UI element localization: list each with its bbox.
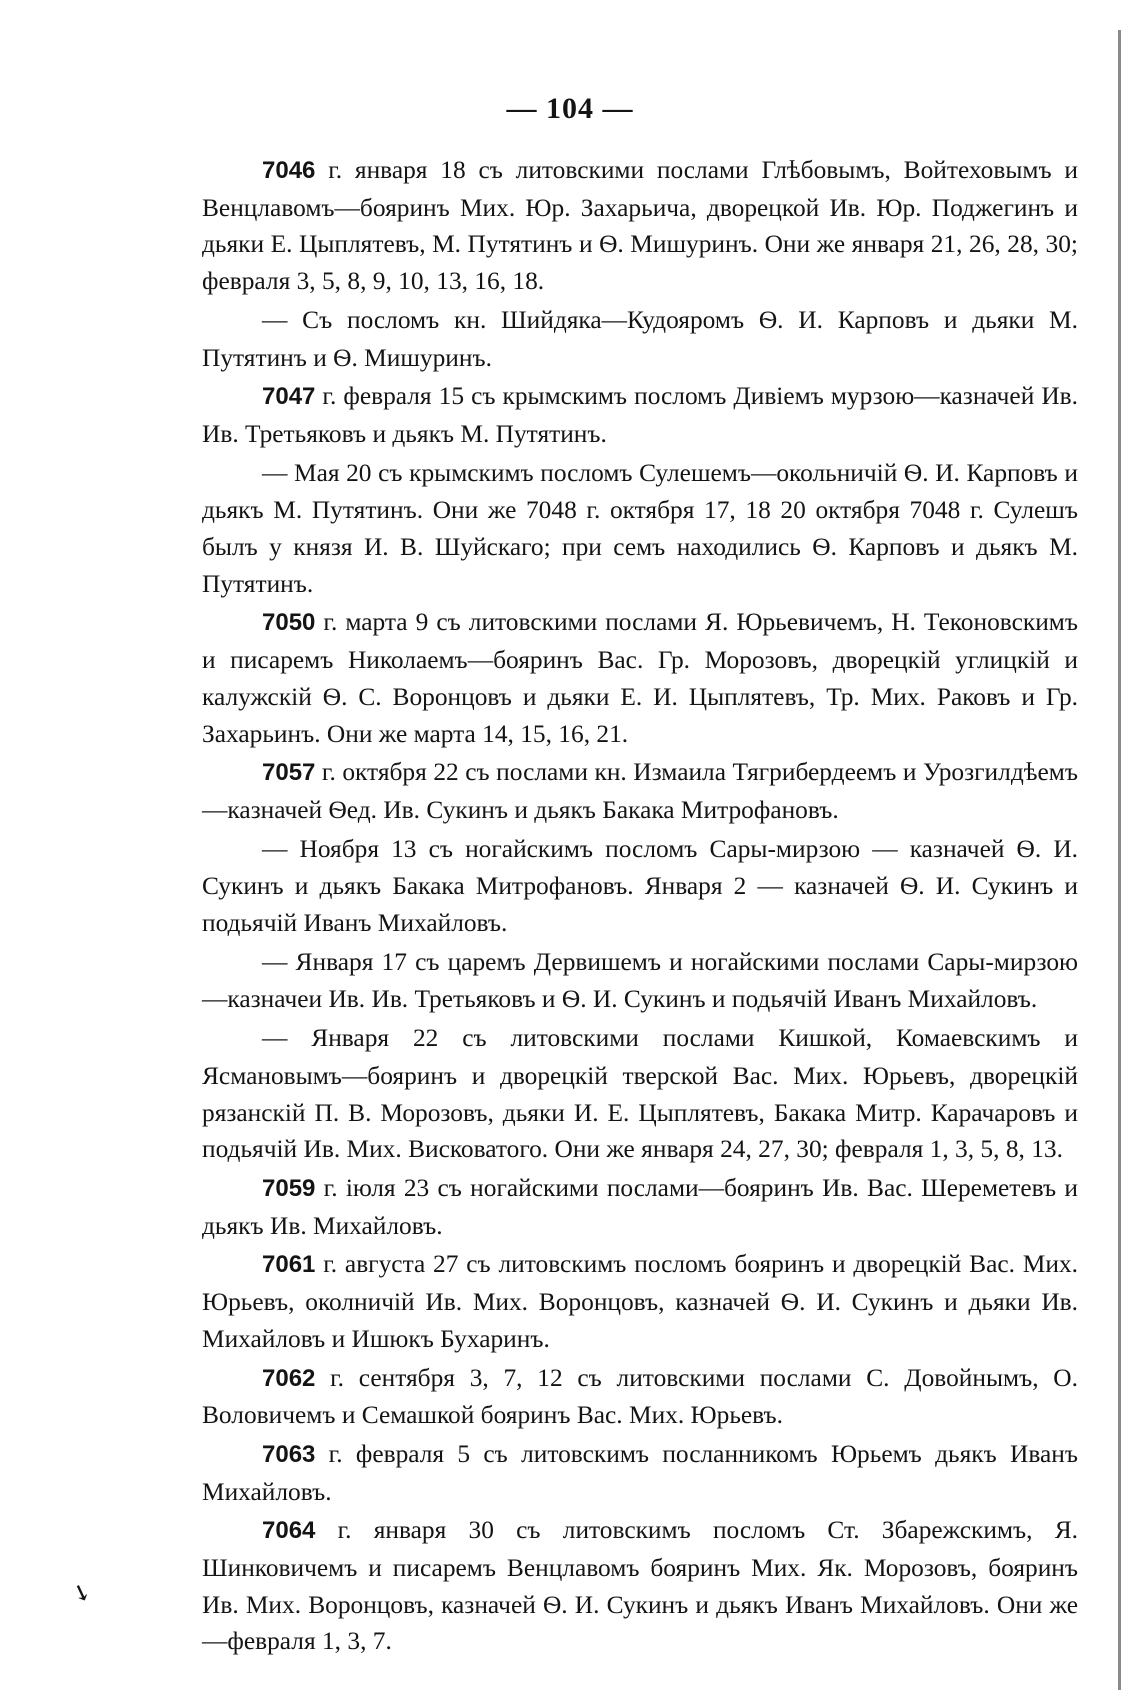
entry-5 xyxy=(202,604,1078,752)
entry-text: г. февраля 5 съ литовскимъ посланникомъ Юрьемъ дьякъ Иванъ Михайловъ. xyxy=(202,1439,1078,1506)
entry-year: 7062 xyxy=(262,1364,316,1392)
entry-text: г. января 30 съ литовскимъ посломъ Ст. Збарежскимъ, Я. Шинковичемъ и писаремъ Венцлавомъ бояринъ Мих. Як. Морозовъ, бояринъ Ив. Мих. Воронцовъ, казначей Ѳ. И. Сукинъ и дьякъ Иванъ Михайловъ. Они же—февраля 1, 3, 7. xyxy=(202,1516,1078,1656)
body-text xyxy=(202,152,1078,1662)
entry-text: г. октября 22 съ послами кн. Измаила Тягрибердеемъ и Урозгилдѣемъ—казначей Ѳед. Ив. Сукинъ и дьякъ Бакака Митрофановъ. xyxy=(202,758,1078,824)
entry-year: 7057 xyxy=(262,759,316,787)
entry-year: 7047 xyxy=(262,383,316,411)
entry-text: г. іюля 23 съ ногайскими послами—бояринъ Ив. Вас. Шереметевъ и дьякъ Ив. Михайловъ. xyxy=(202,1173,1078,1240)
entry-text: — Ноября 13 съ ногайскимъ посломъ Сары-мирзою — казначей Ѳ. И. Сукинъ и дьякъ Бакака Митрофановъ. Января 2 — казначей Ѳ. И. Сукинъ и подьячій Иванъ Михайловъ. xyxy=(202,834,1078,938)
entry-4 xyxy=(202,455,1078,603)
entry-1 xyxy=(202,152,1078,300)
page-edge-rule xyxy=(1118,30,1121,1690)
entry-10 xyxy=(202,1170,1078,1244)
entry-year: 7061 xyxy=(262,1251,316,1279)
entry-year: 7064 xyxy=(262,1517,316,1545)
entry-text: г. января 18 съ литовскими послами Глѣбовымъ, Войтеховымъ и Венцлавомъ—бояринъ Мих. Юр. Захарьича, дворецкой Ив. Юр. Поджегинъ и дьяки Е. Цыплятевъ, М. Путятинъ и Ѳ. Мишуринъ. Они же января 21, 26, 28, 30; февраля 3, 5, 8, 9, 10, 13, 16, 18. xyxy=(202,156,1078,296)
entry-year: 7059 xyxy=(262,1174,316,1202)
entry-9 xyxy=(202,1020,1078,1168)
entry-text: г. сентября 3, 7, 12 съ литовскими послами С. Довойнымъ, О. Воловичемъ и Семашкой бояринъ Вас. Мих. Юрьевъ. xyxy=(202,1363,1078,1430)
entry-text: г. августа 27 съ литовскимъ посломъ бояринъ и дворецкій Вас. Мих. Юрьевъ, околничій Ив. Мих. Воронцовъ, казначей Ѳ. И. Сукинъ и дьяки Ив. Михайловъ и Ишюкъ Бухаринъ. xyxy=(202,1250,1078,1353)
entry-year: 7063 xyxy=(262,1440,316,1468)
entry-13 xyxy=(202,1436,1078,1510)
entry-text: — Съ посломъ кн. Шийдяка—Кудояромъ Ѳ. И. Карповъ и дьяки М. Путятинъ и Ѳ. Мишуринъ. xyxy=(202,305,1078,372)
page-number: — 104 — xyxy=(506,92,634,125)
entry-12 xyxy=(202,1360,1078,1434)
entry-11 xyxy=(202,1246,1078,1357)
entry-14 xyxy=(202,1512,1078,1660)
entry-year: 7050 xyxy=(262,609,316,637)
entry-2 xyxy=(202,302,1078,376)
entry-7 xyxy=(202,831,1078,942)
entry-text: — Мая 20 съ крымскимъ посломъ Сулешемъ—окольничій Ѳ. И. Карповъ и дьякъ М. Путятинъ. Они же 7048 г. октября 17, 18 20 октября 7048 г. Сулешъ былъ у князя И. В. Шуйскаго; при семъ находились Ѳ. Карповъ и дьякъ М. Путятинъ. xyxy=(202,458,1078,598)
entry-text: г. марта 9 съ литовскими послами Я. Юрьевичемъ, Н. Теконовскимъ и писаремъ Николаемъ—бояринъ Вас. Гр. Морозовъ, дворецкій углицкій и калужскій Ѳ. С. Воронцовъ и дьяки Е. И. Цыплятевъ, Тр. Мих. Раковъ и Гр. Захарьинъ. Они же марта 14, 15, 16, 21. xyxy=(202,608,1078,748)
entry-8 xyxy=(202,944,1078,1018)
entry-6 xyxy=(202,754,1078,828)
entry-3 xyxy=(202,378,1078,452)
entry-text: — Января 22 съ литовскими послами Кишкой, Комаевскимъ и Ясмановымъ—бояринъ и дворецкій тверской Вас. Мих. Юрьевъ, дворецкій рязанскій П. В. Морозовъ, дьяки И. Е. Цыплятевъ, Бакака Митр. Карачаровъ и подьячій Ив. Мих. Висковатого. Они же января 24, 27, 30; февраля 1, 3, 5, 8, 13. xyxy=(202,1024,1078,1164)
margin-mark-icon: ↘ xyxy=(68,1577,95,1608)
entry-year: 7046 xyxy=(262,157,316,184)
entry-text: г. февраля 15 съ крымскимъ посломъ Дивіемъ мурзою—казначей Ив. Ив. Третьяковъ и дьякъ М. Путятинъ. xyxy=(202,382,1078,448)
entry-text: — Января 17 съ царемъ Дервишемъ и ногайскими послами Сары-мирзою—казначеи Ив. Ив. Третьяковъ и Ѳ. И. Сукинъ и подьячій Иванъ Михайловъ. xyxy=(202,947,1078,1014)
